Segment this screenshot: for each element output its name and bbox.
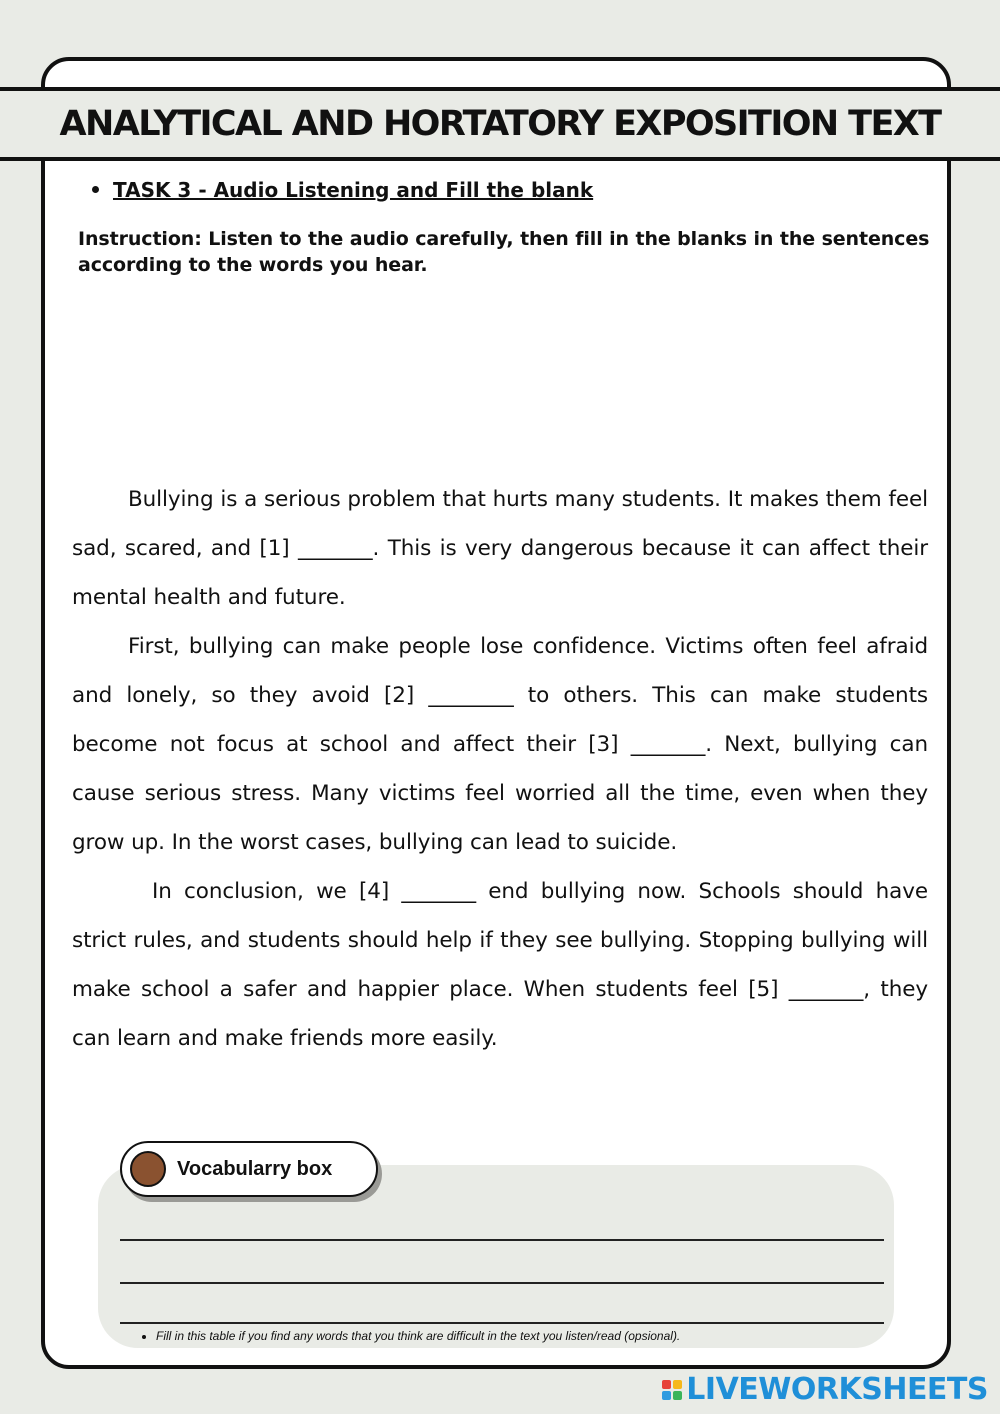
- vocabulary-line-1[interactable]: [120, 1239, 884, 1241]
- paragraph-1: Bullying is a serious problem that hurts many students. It makes them feel sad, scared, and [1] _______. This is very dangerous because it can affect their mental health and future.: [72, 487, 928, 610]
- liveworksheets-logo-icon: [662, 1380, 682, 1400]
- logo-square-green: [673, 1391, 682, 1400]
- vocabulary-note-text: Fill in this table if you find any words that you think are difficult in the text you listen/read (opsional).: [156, 1329, 681, 1343]
- bullet-icon: [92, 186, 99, 193]
- title-banner: [0, 87, 1000, 161]
- page-title: ANALYTICAL AND HORTATORY EXPOSITION TEXT: [59, 104, 941, 144]
- instruction-text: Instruction: Listen to the audio carefully, then fill in the blanks in the sentences according to the words you hear.: [78, 228, 930, 276]
- vocabulary-line-2[interactable]: [120, 1282, 884, 1284]
- paragraph-3: In conclusion, we [4] _______ end bullying now. Schools should have strict rules, and students should help if they see bullying. Stopping bullying will make school a safer and happier place. When students feel [5] _______, they can learn and make friends more easily.: [72, 879, 928, 1051]
- brand-name: LIVEWORKSHEETS: [686, 1372, 988, 1407]
- vocabulary-label-pill: [120, 1141, 378, 1197]
- vocabulary-line-3[interactable]: [120, 1322, 884, 1324]
- task-heading: [92, 178, 593, 202]
- logo-square-red: [662, 1380, 671, 1389]
- bullet-icon: [142, 1335, 146, 1339]
- task-heading-text: TASK 3 - Audio Listening and Fill the blank: [113, 178, 594, 202]
- logo-square-blue: [662, 1391, 671, 1400]
- vocabulary-label: Vocabularry box: [177, 1157, 333, 1180]
- liveworksheets-brand[interactable]: [662, 1372, 988, 1407]
- vocabulary-note: [142, 1329, 680, 1343]
- reading-passage: [72, 475, 928, 1063]
- paragraph-2: First, bullying can make people lose confidence. Victims often feel afraid and lonely, so they avoid [2] ________ to others. This can make students become not focus at school and affect their [3] _______. Next, bullying can cause serious stress. Many victims feel worried all the time, even when they grow up. In the worst cases, bullying can lead to suicide.: [72, 634, 928, 855]
- circle-icon: [130, 1151, 166, 1187]
- logo-square-yellow: [673, 1380, 682, 1389]
